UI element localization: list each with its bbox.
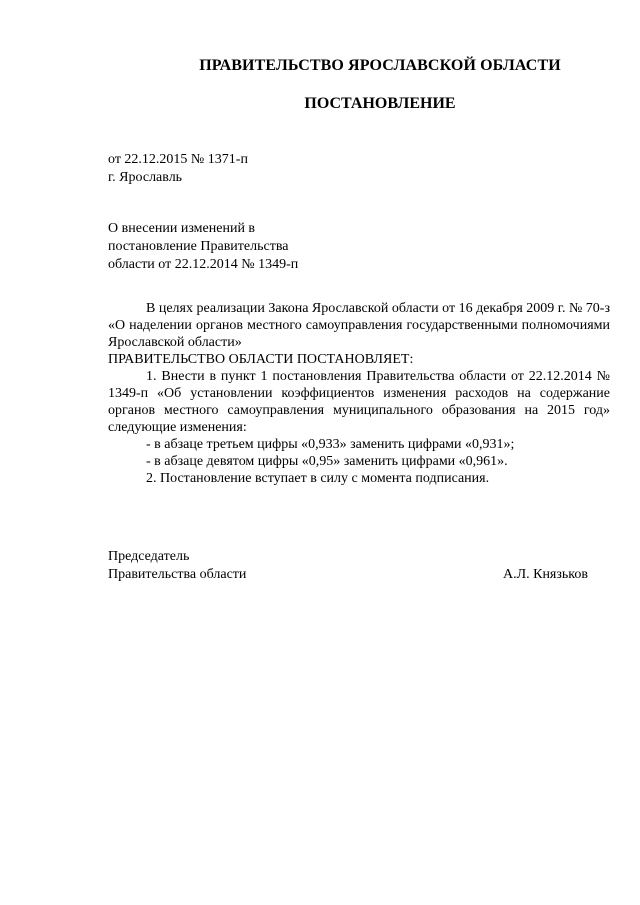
item-1-paragraph: 1. Внести в пункт 1 постановления Правительства области от 22.12.2014 № 1349-п «Об установлении коэффициентов изменения расходов на содержание органов местного самоуправления муниципального образования на 2015 год» следующие изменения: — [108, 369, 610, 435]
place: г. Ярославль — [108, 170, 183, 185]
change-2-line: - в абзаце девятом цифры «0,95» заменить цифрами «0,961». — [146, 454, 508, 469]
document-subject — [108, 220, 368, 274]
signature-row — [108, 566, 588, 584]
signature-row — [108, 548, 588, 566]
signatory-position: Правительства области — [108, 567, 247, 582]
change-1-line: - в абзаце третьем цифры «0,933» заменить цифрами «0,931»; — [146, 437, 515, 452]
date-number: от 22.12.2015 № 1371-п — [108, 152, 248, 167]
preamble-paragraph: В целях реализации Закона Ярославской области от 16 декабря 2009 г. № 70-з «О наделении органов местного самоуправления государственными полномочиями Ярославской области» — [108, 301, 610, 350]
subject-line: постановление Правительства — [108, 239, 289, 254]
signatory-name: А.Л. Князьков — [503, 567, 588, 582]
item-2-paragraph: 2. Постановление вступает в силу с момента подписания. — [146, 471, 490, 486]
organization-title: ПРАВИТЕЛЬСТВО ЯРОСЛАВСКОЙ ОБЛАСТИ — [199, 57, 561, 74]
document-type: ПОСТАНОВЛЕНИЕ — [304, 95, 456, 112]
resolves-line: ПРАВИТЕЛЬСТВО ОБЛАСТИ ПОСТАНОВЛЯЕТ: — [108, 352, 414, 367]
signatory-position: Председатель — [108, 549, 190, 564]
document-body — [108, 300, 610, 487]
signature-block — [108, 548, 588, 584]
subject-line: О внесении изменений в — [108, 221, 256, 236]
subject-line: области от 22.12.2014 № 1349-п — [108, 257, 299, 272]
document-meta — [108, 151, 248, 187]
